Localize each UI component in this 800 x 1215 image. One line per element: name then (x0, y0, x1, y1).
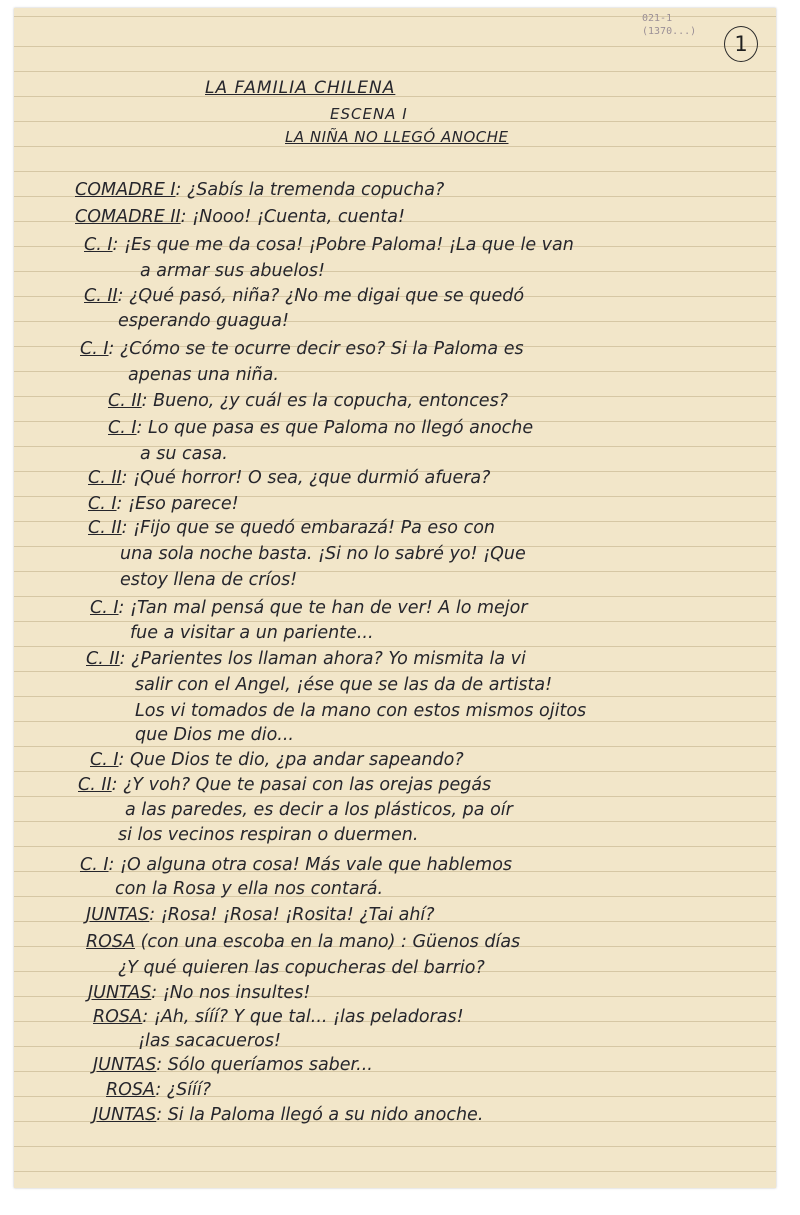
archive-code-line: 021-1 (642, 13, 673, 24)
play-title: LA FAMILIA CHILENA (205, 78, 396, 98)
dialogue-line (93, 1105, 483, 1125)
speaker-name: C. I (88, 494, 117, 514)
dialogue-text: a su casa. (140, 444, 228, 464)
archive-code-line: (1370...) (642, 26, 697, 37)
dialogue-line (78, 775, 491, 795)
speaker-name: C. II (78, 775, 112, 795)
dialogue-line (86, 649, 526, 669)
dialogue-text: apenas una niña. (128, 365, 279, 385)
dialogue-text: : ¡Eso parece! (116, 494, 239, 514)
speaker-name: C. I (84, 235, 113, 255)
speaker-name: C. II (88, 518, 122, 538)
dialogue-text: que Dios me dio... (135, 725, 294, 745)
speaker-name: C. I (80, 339, 109, 359)
speaker-name: C. II (108, 391, 142, 411)
dialogue-text: si los vecinos respiran o duermen. (118, 825, 419, 845)
dialogue-text: : ¿Sabís la tremenda copucha? (175, 180, 445, 200)
speaker-name: C. II (88, 468, 122, 488)
dialogue-text: : ¡Rosa! ¡Rosa! ¡Rosita! ¿Tai ahí? (149, 905, 435, 925)
dialogue-line (120, 544, 526, 564)
dialogue-line (106, 1080, 211, 1100)
dialogue-line (90, 598, 528, 618)
dialogue-line (84, 235, 574, 255)
speaker-name: COMADRE II (75, 207, 181, 227)
dialogue-text: una sola noche basta. ¡Si no lo sabré yo! ¡Que (120, 544, 526, 564)
dialogue-line (75, 180, 444, 200)
dialogue-line (135, 675, 552, 695)
dialogue-text: : ¡Qué horror! O sea, ¿que durmió afuera? (121, 468, 491, 488)
dialogue-line (88, 518, 495, 538)
dialogue-text: salir con el Angel, ¡ése que se las da de artista! (135, 675, 553, 695)
dialogue-line (108, 418, 533, 438)
dialogue-text: estoy llena de críos! (120, 570, 298, 590)
speaker-name: ROSA (93, 1007, 143, 1027)
dialogue-text: : ¡Nooo! ¡Cuenta, cuenta! (180, 207, 405, 227)
dialogue-text: : ¿Y voh? Que te pasai con las orejas pegás (111, 775, 492, 795)
dialogue-text: (con una escoba en la mano) : Güenos días (135, 932, 521, 952)
speaker-name: JUNTAS (86, 905, 150, 925)
dialogue-text: : ¡Ah, sííí? Y que tal... ¡las peladoras! (142, 1007, 464, 1027)
dialogue-line (118, 958, 485, 978)
dialogue-text: a armar sus abuelos! (140, 261, 326, 281)
speaker-name: JUNTAS (93, 1055, 157, 1075)
dialogue-text: : ¿Cómo se te ocurre decir eso? Si la Paloma es (108, 339, 524, 359)
speaker-name: ROSA (106, 1080, 156, 1100)
speaker-name: COMADRE I (75, 180, 176, 200)
dialogue-line (140, 261, 325, 281)
scene-heading: ESCENA I (330, 105, 408, 123)
dialogue-text: : ¡Es que me da cosa! ¡Pobre Paloma! ¡La que le van (112, 235, 574, 255)
dialogue-line (84, 286, 524, 306)
dialogue-text: : Sólo queríamos saber... (156, 1055, 373, 1075)
dialogue-line (118, 311, 289, 331)
speaker-name: C. I (80, 855, 109, 875)
dialogue-text: Los vi tomados de la mano con estos mismos ojitos (135, 701, 587, 721)
dialogue-text: : ¡Tan mal pensá que te han de ver! A lo mejor (118, 598, 528, 618)
dialogue-line (88, 494, 239, 514)
speaker-name: C. II (84, 286, 118, 306)
speaker-name: C. II (86, 649, 120, 669)
dialogue-line (118, 825, 418, 845)
speaker-name: C. I (90, 750, 119, 770)
dialogue-text: : ¡No nos insultes! (151, 983, 311, 1003)
dialogue-line (86, 932, 520, 952)
speaker-name: JUNTAS (88, 983, 152, 1003)
dialogue-text: : ¿Sííí? (155, 1080, 212, 1100)
dialogue-text: : ¿Qué pasó, niña? ¿No me digai que se quedó (117, 286, 525, 306)
dialogue-text: : Que Dios te dio, ¿pa andar sapeando? (118, 750, 464, 770)
dialogue-text: : Lo que pasa es que Paloma no llegó anoche (136, 418, 534, 438)
dialogue-line (138, 1031, 281, 1051)
dialogue-line (93, 1055, 373, 1075)
speaker-name: JUNTAS (93, 1105, 157, 1125)
dialogue-line (130, 623, 374, 643)
dialogue-text: ¡las sacacueros! (138, 1031, 281, 1051)
dialogue-line (108, 391, 508, 411)
speaker-name: C. I (90, 598, 119, 618)
dialogue-line (86, 905, 435, 925)
dialogue-text: con la Rosa y ella nos contará. (115, 879, 384, 899)
dialogue-line (140, 444, 228, 464)
dialogue-line (75, 207, 405, 227)
dialogue-text: a las paredes, es decir a los plásticos, pa oír (125, 800, 513, 820)
dialogue-text: fue a visitar a un pariente... (130, 623, 374, 643)
dialogue-text: : ¡O alguna otra cosa! Más vale que hablemos (108, 855, 513, 875)
speaker-name: ROSA (86, 932, 136, 952)
dialogue-line (90, 750, 464, 770)
dialogue-line (125, 800, 513, 820)
archive-code (642, 12, 696, 38)
dialogue-line (120, 570, 297, 590)
dialogue-line (128, 365, 279, 385)
speaker-name: C. I (108, 418, 137, 438)
page-number: 1 (724, 26, 758, 62)
dialogue-text: ¿Y qué quieren las copucheras del barrio? (118, 958, 485, 978)
scene-subtitle: LA NIÑA NO LLEGÓ ANOCHE (285, 128, 509, 146)
dialogue-line (88, 983, 310, 1003)
dialogue-text: : Bueno, ¿y cuál es la copucha, entonces? (141, 391, 508, 411)
dialogue-text: : ¡Fijo que se quedó embarazá! Pa eso con (121, 518, 495, 538)
dialogue-line (135, 725, 294, 745)
dialogue-line (93, 1007, 464, 1027)
dialogue-line (135, 701, 586, 721)
dialogue-line (88, 468, 490, 488)
dialogue-line (80, 855, 512, 875)
dialogue-line (115, 879, 383, 899)
dialogue-line (80, 339, 524, 359)
dialogue-text: esperando guagua! (118, 311, 290, 331)
dialogue-text: : ¿Parientes los llaman ahora? Yo mismita la vi (119, 649, 526, 669)
dialogue-text: : Si la Paloma llegó a su nido anoche. (156, 1105, 484, 1125)
